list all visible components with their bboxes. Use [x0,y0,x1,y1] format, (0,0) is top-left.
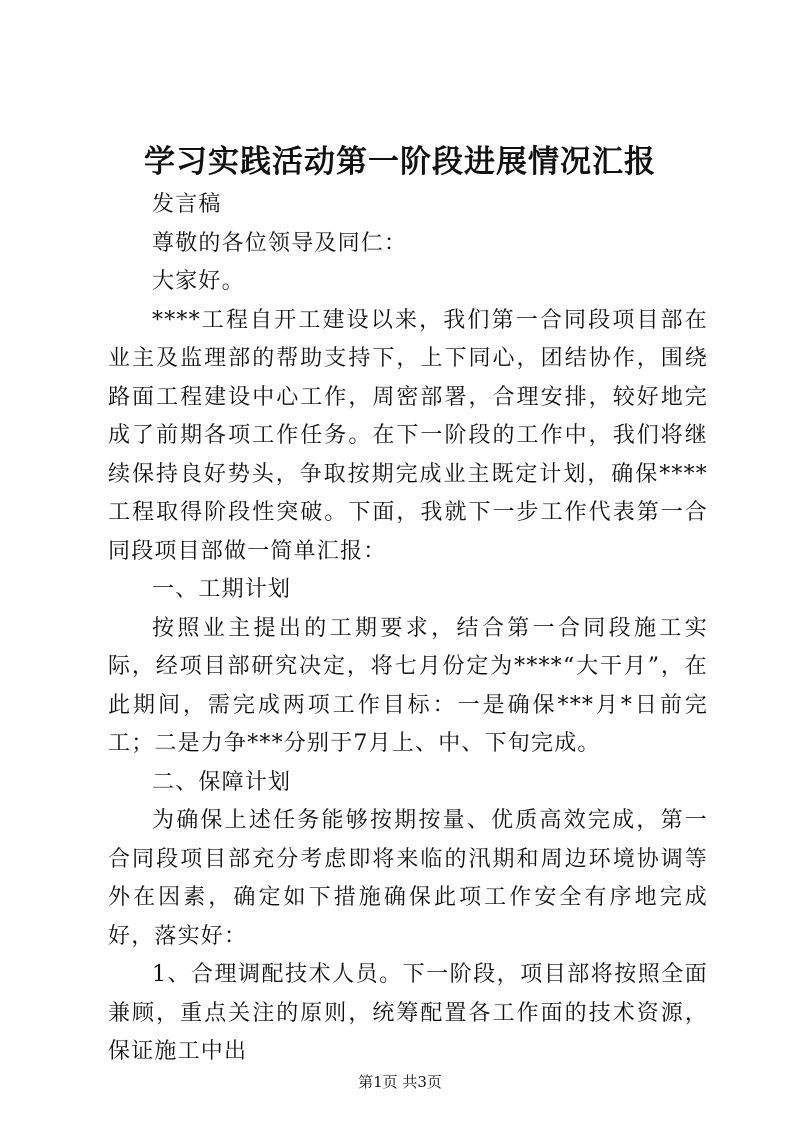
paragraph-speech-label: 发言稿 [152,192,222,217]
page-footer: 第1页 共3页 [358,1073,442,1091]
section-heading-guarantee: 二、保障计划 [152,769,292,795]
document-body [108,186,708,1072]
paragraph-guarantee: 为确保上述任务能够按期按量、优质高效完成，第一合同段项目部充分考虑即将来临的汛期和周边环境协调等外在因素，确定如下措施确保此项工作安全有序地完成好，落实好： [108,808,708,949]
paragraph-salutation: 尊敬的各位领导及同仁： [152,230,408,256]
paragraph-schedule: 按照业主提出的工期要求，结合第一合同段施工实际，经项目部研究决定，将七月份定为****“大干月”，在此期间，需完成两项工作目标：一是确保***月*日前完工；二是力争***分别于7月上、中、下旬完成。 [108,615,708,756]
paragraph-greeting: 大家好。 [152,269,245,294]
paragraph-item-1: 1、合理调配技术人员。下一阶段，项目部将按照全面兼顾，重点关注的原则，统筹配置各工作面的技术资源，保证施工中出 [108,962,708,1064]
section-heading-schedule: 一、工期计划 [152,577,292,602]
document-title: 学习实践活动第一阶段进展情况汇报 [144,144,656,180]
paragraph-intro: ****工程自开工建设以来，我们第一合同段项目部在业主及监理部的帮助支持下，上下同心，团结协作，围绕路面工程建设中心工作，周密部署，合理安排，较好地完成了前期各项工作任务。在下一阶段的工作中，我们将继续保持良好势头，争取按期完成业主既定计划，确保****工程取得阶段性突破。下面，我就下一步工作代表第一合同段项目部做一简单汇报： [108,307,708,564]
